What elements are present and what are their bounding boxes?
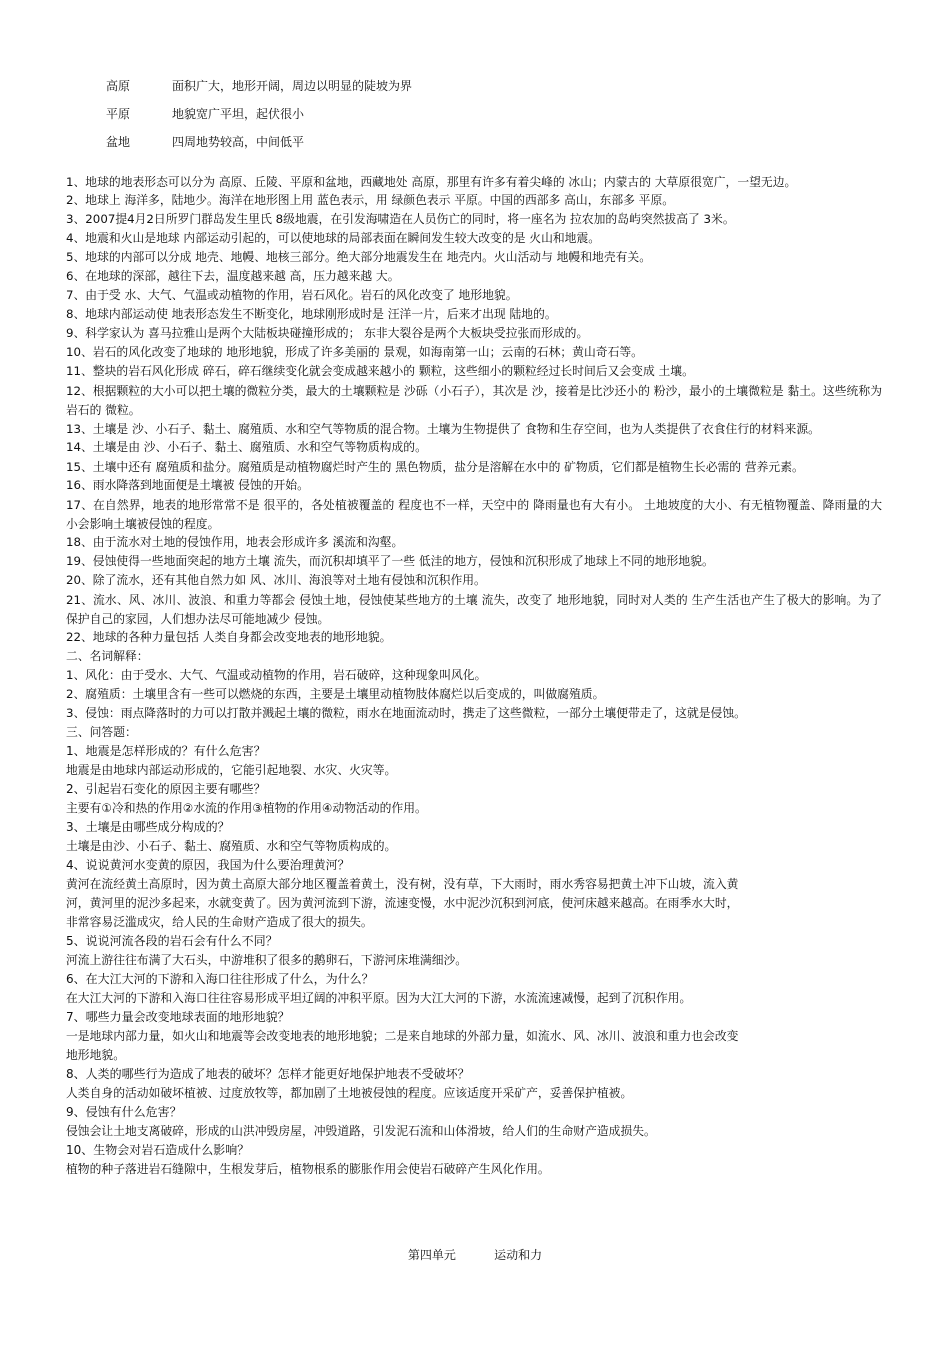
- definition-term: 盆地: [106, 135, 131, 149]
- worksheet-content: [66, 173, 882, 1180]
- question: 2、引起岩石变化的原因主要有哪些？: [66, 782, 266, 796]
- answer: 植物的种子落进岩石缝隙中，生根发芽后，植物根系的膨胀作用会使岩石破碎产生风化作用。: [66, 1162, 550, 1176]
- answer: 一是地球内部力量，如火山和地震等会改变地表的地形地貌；二是来自地球的外部力量，如流水、风、冰川、波浪和重力也会改变: [66, 1029, 739, 1043]
- fill-blank-item: 12、根据颗粒的大小可以把土壤的微粒分类，最大的土壤颗粒是 沙砾（小石子），其次是 沙，接着是比沙还小的 粉沙，最小的土壤微粒是 黏土。这些统称为岩石的 微粒。: [66, 384, 882, 417]
- fill-blank-item: 4、地震和火山是地球 内部运动引起的，可以使地球的局部表面在瞬间发生较大改变的是 火山和地震。: [66, 231, 601, 245]
- answer: 主要有①冷和热的作用②水流的作用③植物的作用④动物活动的作用。: [66, 801, 427, 815]
- definition-row: [106, 78, 412, 106]
- unit-title: 运动和力: [494, 1248, 543, 1262]
- unit-label: 第四单元: [407, 1248, 456, 1262]
- term-definition: 3、侵蚀：雨点降落时的力可以打散并溅起土壤的微粒，雨水在地面流动时，携走了这些微粒，一部分土壤便带走了，这就是侵蚀。: [66, 706, 746, 720]
- answer: 人类自身的活动如破坏植被、过度放牧等，都加剧了土地被侵蚀的程度。应该适度开采矿产，妥善保护植被。: [66, 1086, 633, 1100]
- fill-blank-item: 5、地球的内部可以分成 地壳、地幔、地核三部分。绝大部分地震发生在 地壳内。火山活动与 地幔和地壳有关。: [66, 250, 652, 264]
- fill-blank-item: 18、由于流水对土地的侵蚀作用，地表会形成许多 溪流和沟壑。: [66, 535, 404, 549]
- fill-blank-item: 3、2007提4月2日所罗门群岛发生里氏 8级地震，在引发海啸造在人员伤亡的同时，将一座名为 拉农加的岛屿突然拔高了 3米。: [66, 212, 735, 226]
- fill-blank-item: 11、整块的岩石风化形成 碎石，碎石继续变化就会变成越来越小的 颗粒，这些细小的颗粒经过长时间后又会变成 土壤。: [66, 364, 694, 378]
- section-heading: 二、名词解释：: [66, 649, 149, 663]
- fill-blank-item: 21、流水、风、冰川、波浪、和重力等都会 侵蚀土地，侵蚀使某些地方的土壤 流失，改变了 地形地貌，同时对人类的 生产生活也产生了极大的影响。为了保护自己的家园，人们想办法尽可能地减少 侵蚀。: [66, 593, 882, 626]
- fill-blank-item: 20、除了流水，还有其他自然力如 风、冰川、海浪等对土地有侵蚀和沉积作用。: [66, 573, 486, 587]
- answer: 侵蚀会让土地支离破碎，形成的山洪冲毁房屋，冲毁道路，引发泥石流和山体滑坡，给人们的生命财产造成损失。: [66, 1124, 656, 1138]
- question: 9、侵蚀有什么危害？: [66, 1105, 182, 1119]
- question: 3、土壤是由哪些成分构成的？: [66, 820, 230, 834]
- question: 7、哪些力量会改变地球表面的地形地貌？: [66, 1010, 290, 1024]
- definition-row: [106, 106, 412, 134]
- question: 5、说说河流各段的岩石会有什么不同？: [66, 934, 278, 948]
- answer: 非常容易泛滥成灾，给人民的生命财产造成了很大的损失。: [66, 915, 373, 929]
- fill-blank-item: 2、地球上 海洋多，陆地少。海洋在地形图上用 蓝色表示，用 绿颜色表示 平原。中国的西部多 高山，东部多 平原。: [66, 193, 675, 207]
- fill-blank-item: 17、在自然界，地表的地形常常不是 很平的，各处植被覆盖的 程度也不一样，天空中的 降雨量也有大有小。 土地坡度的大小、有无植物覆盖、降雨量的大小会影响土壤被侵蚀的程度。: [66, 498, 883, 531]
- landform-definitions: [106, 78, 412, 162]
- question: 8、人类的哪些行为造成了地表的破坏？怎样才能更好地保护地表不受破坏？: [66, 1067, 470, 1081]
- fill-blank-item: 1、地球的地表形态可以分为 高原、丘陵、平原和盆地，西藏地处 高原，那里有许多有着尖峰的 冰山；内蒙古的 大草原很宽广，一望无边。: [66, 175, 797, 189]
- fill-blank-item: 16、雨水降落到地面便是土壤被 侵蚀的开始。: [66, 478, 309, 492]
- fill-blank-item: 15、土壤中还有 腐殖质和盐分。腐殖质是动植物腐烂时产生的 黑色物质，盐分是溶解在水中的 矿物质，它们都是植物生长必需的 营养元素。: [66, 460, 804, 474]
- question: 10、生物会对岩石造成什么影响？: [66, 1143, 250, 1157]
- question: 4、说说黄河水变黄的原因，我国为什么要治理黄河？: [66, 858, 350, 872]
- fill-blank-item: 10、岩石的风化改变了地球的 地形地貌，形成了许多美丽的 景观，如海南第一山；云南的石林；黄山奇石等。: [66, 345, 643, 359]
- answer: 地震是由地球内部运动形成的，它能引起地裂、水灾、火灾等。: [66, 763, 397, 777]
- term-definition: 1、风化：由于受水、大气、气温或动植物的作用，岩石破碎，这种现象叫风化。: [66, 668, 487, 682]
- fill-blank-item: 8、地球内部运动使 地表形态发生不断变化，地球刚形成时是 汪洋一片，后来才出现 陆地的。: [66, 307, 557, 321]
- next-unit-heading: [0, 1246, 950, 1263]
- answer: 河，黄河里的泥沙多起来，水就变黄了。因为黄河流到下游，流速变慢，水中泥沙沉积到河底，使河床越来越高。在雨季水大时，: [66, 896, 739, 910]
- definition-desc: 面积广大，地形开阔，周边以明显的陡坡为界: [172, 79, 413, 93]
- definition-term: 高原: [106, 79, 131, 93]
- fill-blank-item: 6、在地球的深部，越往下去，温度越来越 高，压力越来越 大。: [66, 269, 400, 283]
- definition-desc: 四周地势较高，中间低平: [172, 135, 305, 149]
- fill-blank-item: 9、科学家认为 喜马拉雅山是两个大陆板块碰撞形成的； 东非大裂谷是两个大板块受拉张而形成的。: [66, 326, 589, 340]
- answer: 河流上游往往布满了大石头，中游堆积了很多的鹅卵石，下游河床堆满细沙。: [66, 953, 468, 967]
- question: 6、在大江大河的下游和入海口往往形成了什么，为什么？: [66, 972, 374, 986]
- definition-desc: 地貌宽广平坦，起伏很小: [172, 107, 305, 121]
- answer: 在大江大河的下游和入海口往往容易形成平坦辽阔的冲积平原。因为大江大河的下游，水流流速减慢，起到了沉积作用。: [66, 991, 692, 1005]
- fill-blank-item: 19、侵蚀使得一些地面突起的地方土壤 流失，而沉积却填平了一些 低洼的地方，侵蚀和沉积形成了地球上不同的地形地貌。: [66, 554, 714, 568]
- fill-blank-item: 22、地球的各种力量包括 人类自身都会改变地表的地形地貌。: [66, 630, 392, 644]
- answer: 黄河在流经黄土高原时，因为黄土高原大部分地区覆盖着黄土，没有树，没有草，下大雨时，雨水秀容易把黄土冲下山坡，流入黄: [66, 877, 739, 891]
- definition-row: [106, 134, 412, 162]
- fill-blank-item: 13、土壤是 沙、小石子、黏土、腐殖质、水和空气等物质的混合物。土壤为生物提供了 食物和生存空间，也为人类提供了衣食住行的材料来源。: [66, 422, 820, 436]
- definition-term: 平原: [106, 107, 131, 121]
- answer: 土壤是由沙、小石子、黏土、腐殖质、水和空气等物质构成的。: [66, 839, 397, 853]
- term-definition: 2、腐殖质：土壤里含有一些可以燃烧的东西，主要是土壤里动植物肢体腐烂以后变成的，叫做腐殖质。: [66, 687, 605, 701]
- question: 1、地震是怎样形成的？有什么危害？: [66, 744, 266, 758]
- answer: 地形地貌。: [66, 1048, 125, 1062]
- fill-blank-item: 14、土壤是由 沙、小石子、黏土、腐殖质、水和空气等物质构成的。: [66, 440, 427, 454]
- fill-blank-item: 7、由于受 水、大气、气温或动植物的作用，岩石风化。岩石的风化改变了 地形地貌。: [66, 288, 518, 302]
- section-heading: 三、问答题：: [66, 725, 137, 739]
